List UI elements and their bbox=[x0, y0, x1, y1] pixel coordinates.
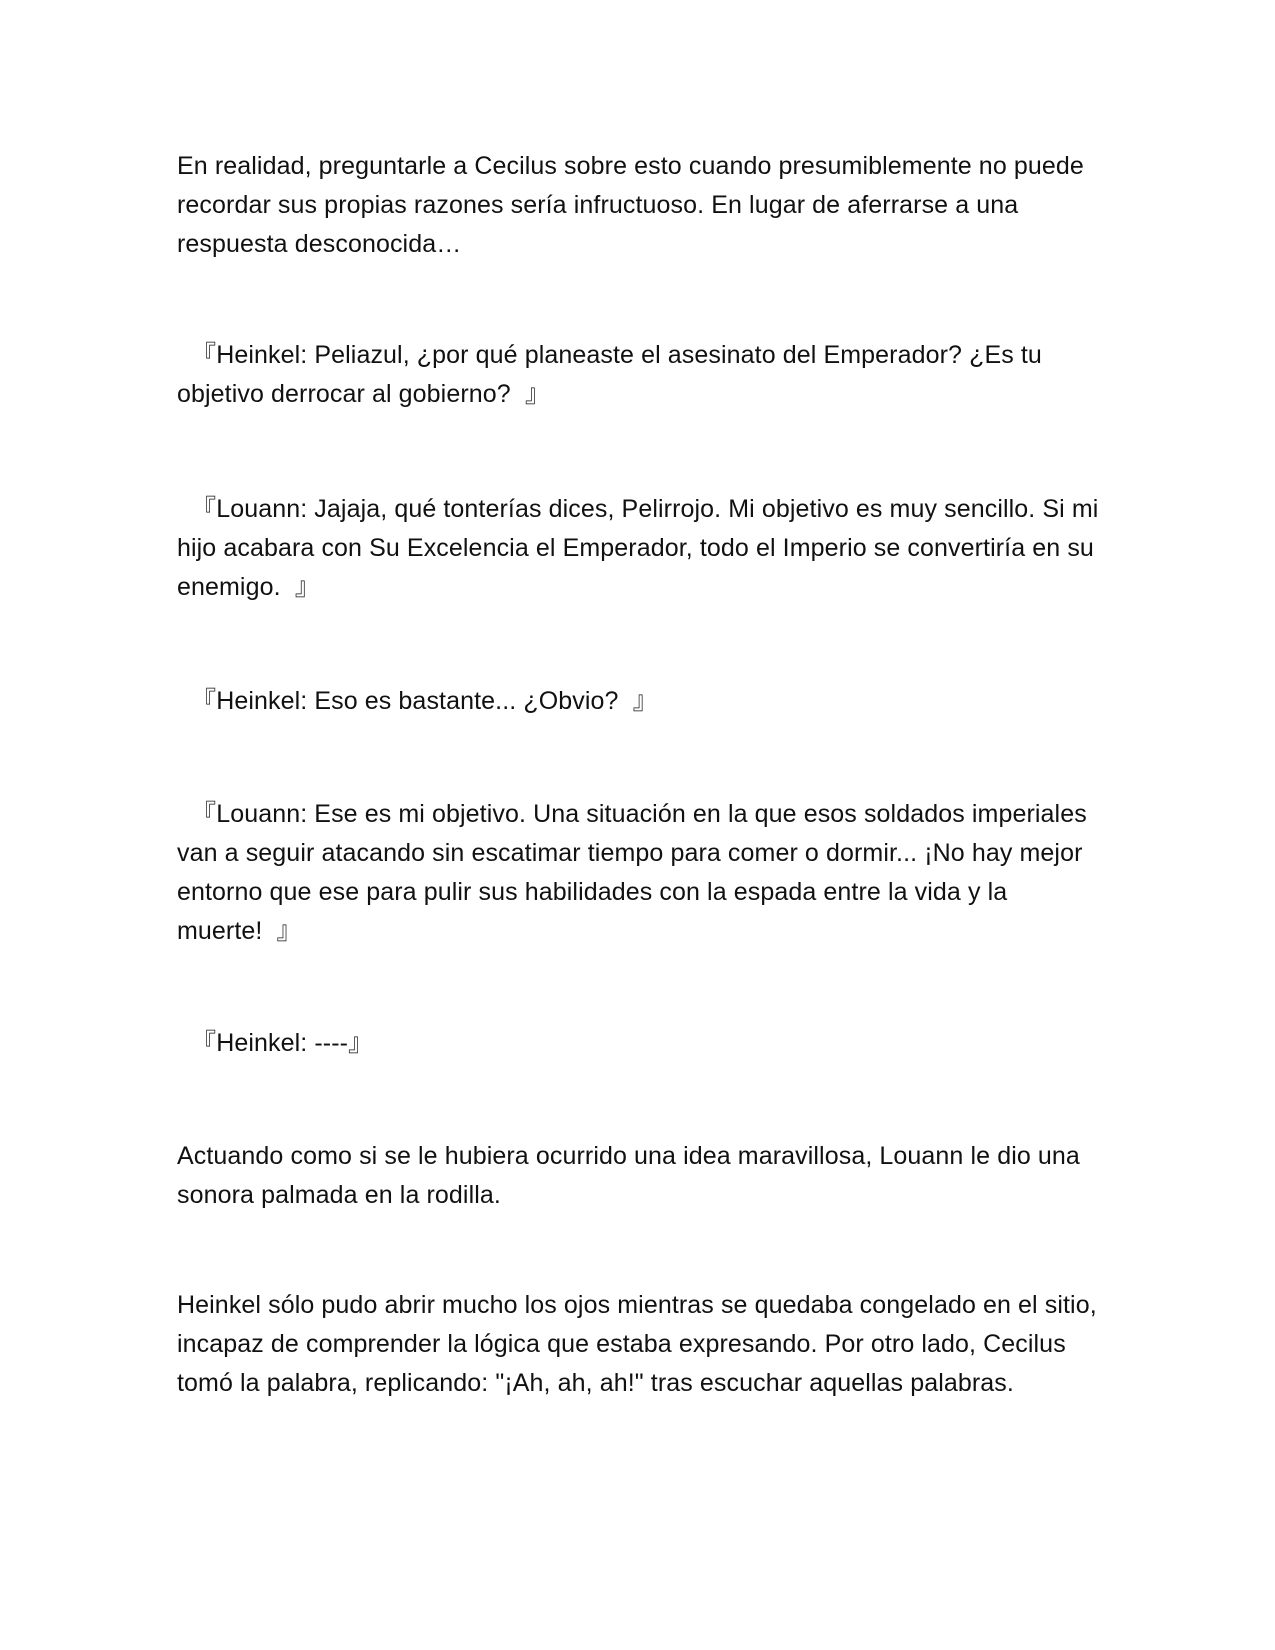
dialogue-heinkel-silence: 『Heinkel: ----』 bbox=[177, 1029, 374, 1057]
dialogue-heinkel-question: 『Heinkel: Peliazul, ¿por qué planeaste el asesinato del Emperador? ¿Es tu objetivo derrocar al gobierno? 』 bbox=[177, 341, 1042, 408]
narration-paragraph: Heinkel sólo pudo abrir mucho los ojos mientras se quedaba congelado en el sitio, incapaz de comprender la lógica que estaba expresando. Por otro lado, Cecilus tomó la palabra, replicando: "¡Ah, ah, ah!" tras escuchar aquellas palabras. bbox=[177, 1291, 1097, 1397]
narration-paragraph: En realidad, preguntarle a Cecilus sobre esto cuando presumiblemente no puede recordar sus propias razones sería infructuoso. En lugar de aferrarse a una respuesta desconocida… bbox=[177, 152, 1084, 258]
dialogue-louann-objective: 『Louann: Ese es mi objetivo. Una situación en la que esos soldados imperiales van a seguir atacando sin escatimar tiempo para comer o dormir... ¡No hay mejor entorno que ese para pulir sus habilidades con la espada entre la vida y la muerte! 』 bbox=[177, 800, 1087, 945]
dialogue-louann-answer: 『Louann: Jajaja, qué tonterías dices, Pelirrojo. Mi objetivo es muy sencillo. Si mi hijo acabara con Su Excelencia el Emperador, todo el Imperio se convertiría en su enemigo. 』 bbox=[177, 495, 1099, 601]
dialogue-heinkel-obvious: 『Heinkel: Eso es bastante... ¿Obvio? 』 bbox=[177, 687, 658, 715]
narration-paragraph: Actuando como si se le hubiera ocurrido una idea maravillosa, Louann le dio una sonora palmada en la rodilla. bbox=[177, 1142, 1080, 1209]
